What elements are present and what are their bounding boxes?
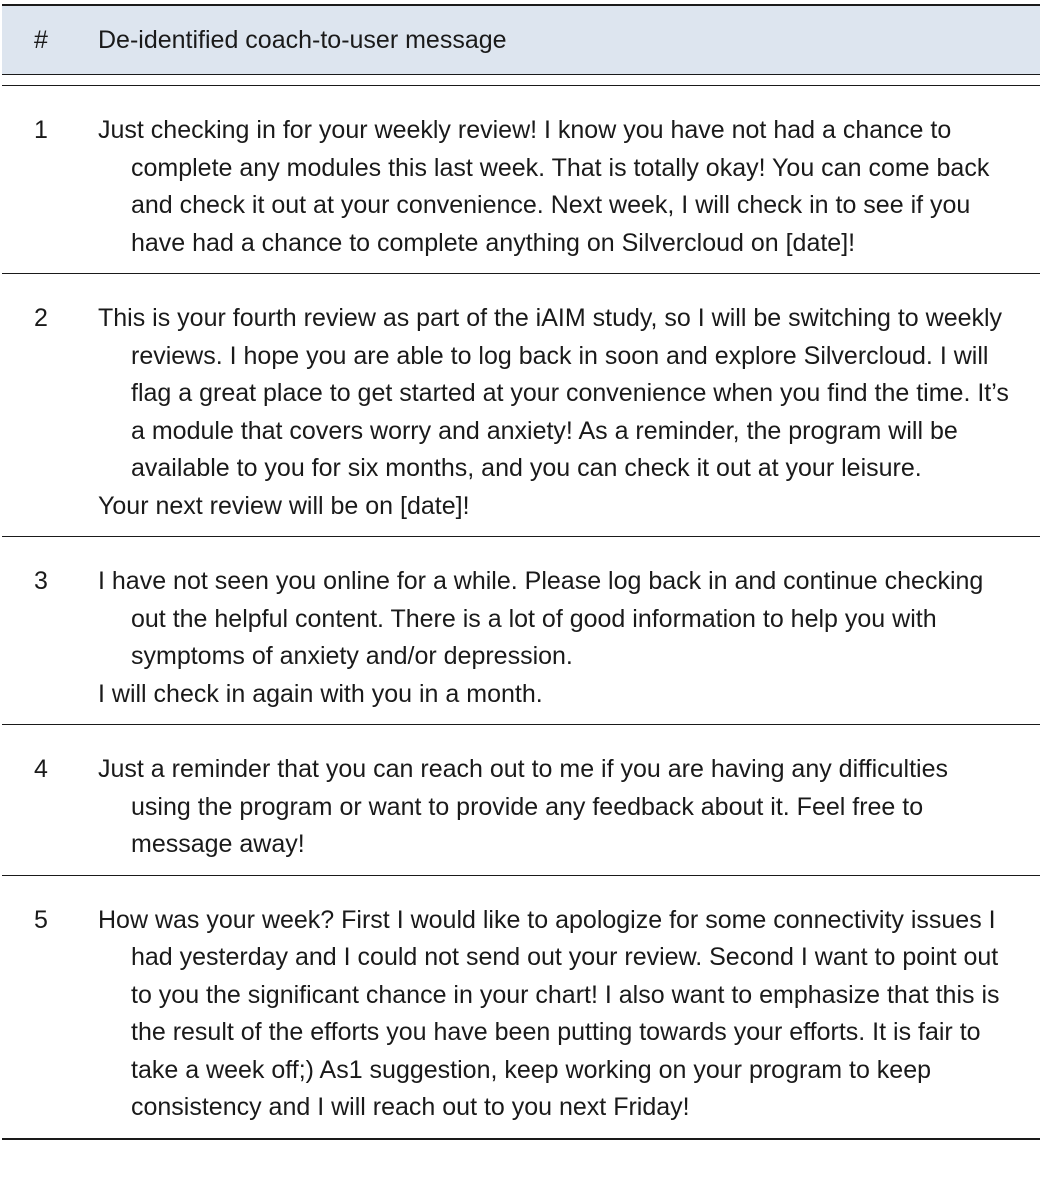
row-message [98,751,1040,864]
table-row [2,86,1040,274]
message-paragraph: Just checking in for your weekly review! I know you have not had a chance to complete any modules this last week. That is totally okay! You can come back and check it out at your convenience. Next week, I will check in to see if you have had a chance to complete anything on Silvercloud on [date]! [98,116,990,257]
row-number: 1 [34,116,48,144]
table-header-row [2,6,1040,75]
table-row [2,537,1040,725]
table-row [2,876,1040,1138]
message-paragraph: I will check in again with you in a month. [98,679,543,708]
header-spacer [2,75,1040,86]
row-message [98,300,1040,525]
row-number: 2 [34,304,48,332]
header-message: De-identified coach-to-user message [98,25,507,54]
row-message [98,902,1040,1127]
coach-messages-table [2,4,1040,1140]
message-paragraph: Your next review will be on [date]! [98,491,470,520]
row-message [98,112,1040,262]
message-paragraph: I have not seen you online for a while. Please log back in and continue checking out the helpful content. There is a lot of good information to help you with symptoms of anxiety and/or depression. [98,567,984,670]
header-number: # [34,25,48,54]
table-row [2,274,1040,537]
row-number: 3 [34,567,48,595]
message-paragraph: Just a reminder that you can reach out to me if you are having any difficulties using the program or want to provide any feedback about it. Feel free to message away! [98,755,948,858]
row-message [98,563,1040,713]
message-paragraph: This is your fourth review as part of the iAIM study, so I will be switching to weekly reviews. I hope you are able to log back in soon and explore Silvercloud. I will flag a great place to get started at your convenience when you find the time. It’s a module that covers worry and anxiety! As a reminder, the program will be available to you for six months, and you can check it out at your leisure. [98,304,1009,482]
row-number: 5 [34,905,48,934]
row-number: 4 [34,755,48,783]
table-row [2,725,1040,876]
message-paragraph: How was your week? First I would like to apologize for some connectivity issues I had yesterday and I could not send out your review. Second I want to point out to you the significant chance in your chart! I also want to emphasize that this is the result of the efforts you have been putting towards your efforts. It is fair to take a week off;) As1 suggestion, keep working on your program to keep consistency and I will reach out to you next Friday! [98,905,1000,1121]
